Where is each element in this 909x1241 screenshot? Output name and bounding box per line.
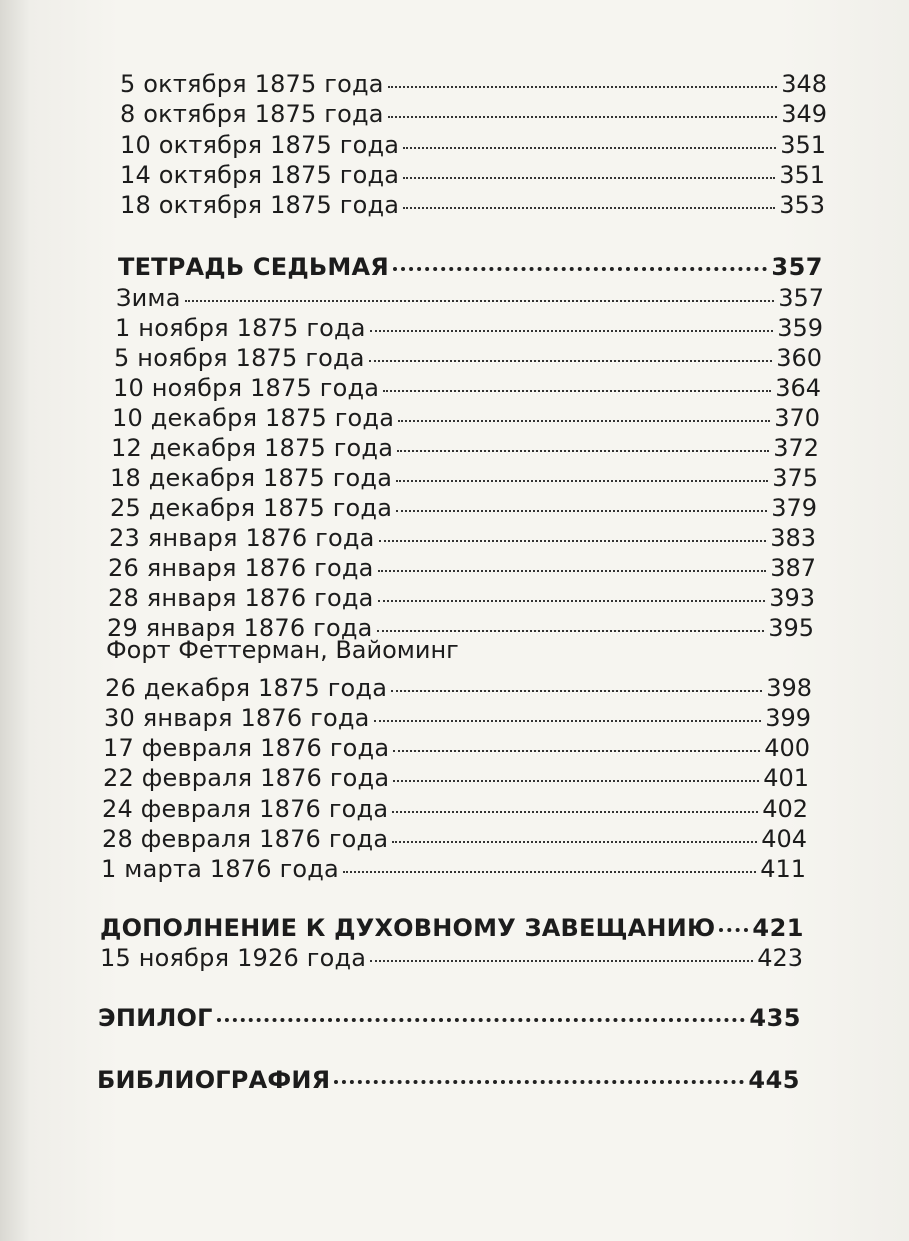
toc-row — [100, 944, 803, 974]
leader-dots — [392, 811, 758, 813]
toc-entry-page: 349 — [781, 100, 827, 128]
toc-entry-label: 18 декабря 1875 года — [110, 464, 393, 492]
leader-dots — [334, 1080, 744, 1084]
toc-section-row — [118, 253, 823, 283]
section-title: ЭПИЛОГ — [98, 1004, 213, 1032]
toc-entry-page: 348 — [781, 70, 827, 98]
toc-row — [113, 374, 821, 404]
leader-dots — [377, 630, 765, 632]
toc-row — [103, 764, 809, 794]
leader-dots — [403, 147, 776, 149]
section-page: 435 — [749, 1004, 801, 1032]
toc-entry-page: 357 — [778, 284, 824, 312]
toc-entry-label: 22 февраля 1876 года — [103, 764, 390, 792]
toc-row — [120, 131, 826, 161]
toc-row — [103, 734, 810, 764]
toc-entry-label: 10 декабря 1875 года — [112, 404, 395, 432]
toc-entry-page: 372 — [773, 434, 819, 462]
toc-entry-page: 379 — [771, 494, 817, 522]
leader-dots — [396, 510, 767, 512]
leader-dots — [217, 1018, 746, 1022]
toc-entry-page: 401 — [763, 764, 809, 792]
toc-entry-label: 10 ноября 1875 года — [113, 374, 380, 402]
toc-entry-label: 28 января 1876 года — [108, 584, 374, 612]
toc-entry-label: 24 февраля 1876 года — [102, 795, 389, 823]
leader-dots — [185, 300, 775, 302]
leader-dots — [398, 420, 770, 422]
leader-dots — [391, 690, 762, 692]
toc-entry-page: 375 — [772, 464, 818, 492]
toc-row — [109, 524, 816, 554]
leader-dots — [403, 177, 775, 179]
toc-entry-page: 351 — [780, 131, 826, 159]
toc-row — [114, 344, 822, 374]
toc-entry-label: 25 декабря 1875 года — [110, 494, 393, 522]
toc-row — [112, 404, 820, 434]
toc-row — [108, 584, 815, 614]
toc-entry-page: 400 — [764, 734, 810, 762]
toc-entry-label: 5 октября 1875 года — [120, 70, 384, 98]
toc-entry-page: 359 — [777, 314, 823, 342]
toc-entry-page: 351 — [779, 161, 825, 189]
leader-dots — [392, 841, 757, 843]
toc-section-row — [100, 914, 804, 944]
section-page: 445 — [748, 1066, 800, 1094]
toc-entry-page: 395 — [768, 614, 814, 642]
toc-row — [120, 100, 827, 130]
toc-row — [111, 434, 819, 464]
leader-dots — [388, 116, 777, 118]
toc-entry-label: 28 февраля 1876 года — [102, 825, 389, 853]
toc-entry-page: 423 — [757, 944, 803, 972]
subsection-heading: Форт Феттерман, Вайоминг — [106, 636, 459, 664]
toc-entry-label: 23 января 1876 года — [109, 524, 375, 552]
leader-dots — [383, 390, 771, 392]
leader-dots — [397, 450, 769, 452]
toc-entry-label: 8 октября 1875 года — [120, 100, 384, 128]
toc-entry-label: 26 декабря 1875 года — [105, 674, 388, 702]
section-title: ТЕТРАДЬ СЕДЬМАЯ — [118, 253, 389, 281]
toc-row — [105, 674, 812, 704]
toc-entry-label: 18 октября 1875 года — [120, 191, 400, 219]
toc-row — [101, 855, 806, 885]
toc-section-row — [97, 1066, 800, 1096]
toc-row — [102, 795, 808, 825]
toc-entry-page: 393 — [769, 584, 815, 612]
toc-entry-label: Зима — [116, 284, 181, 312]
leader-dots — [393, 750, 760, 752]
leader-dots — [719, 928, 748, 932]
toc-entry-page: 399 — [765, 704, 811, 732]
toc-entry-page: 364 — [775, 374, 821, 402]
toc-entry-label: 15 ноября 1926 года — [100, 944, 367, 972]
toc-entry-label: 14 октября 1875 года — [120, 161, 400, 189]
toc-entry-page: 353 — [779, 191, 825, 219]
toc-row — [104, 704, 811, 734]
toc-row — [120, 191, 825, 221]
leader-dots — [379, 540, 767, 542]
toc-row — [102, 825, 807, 855]
toc-entry-page: 383 — [770, 524, 816, 552]
leader-dots — [378, 570, 767, 572]
toc-entry-page: 370 — [774, 404, 820, 432]
toc-entry-label: 26 января 1876 года — [108, 554, 374, 582]
toc-entry-label: 1 марта 1876 года — [101, 855, 339, 883]
toc-entry-page: 398 — [766, 674, 812, 702]
section-page: 421 — [752, 914, 804, 942]
toc-section-row — [98, 1004, 801, 1034]
leader-dots — [403, 207, 775, 209]
leader-dots — [378, 600, 766, 602]
section-page: 357 — [771, 253, 823, 281]
toc-entry-page: 387 — [770, 554, 816, 582]
toc-entry-page: 411 — [760, 855, 806, 883]
toc-row — [120, 70, 827, 100]
toc-entry-label: 5 ноября 1875 года — [114, 344, 365, 372]
toc-entry-page: 404 — [761, 825, 807, 853]
toc-row — [116, 284, 824, 314]
toc-entry-page: 402 — [762, 795, 808, 823]
toc-entry-label: 10 октября 1875 года — [120, 131, 400, 159]
toc-row — [110, 464, 818, 494]
toc-row — [108, 554, 816, 584]
toc-entry-label: 29 января 1876 года — [107, 614, 373, 642]
toc-row — [120, 161, 825, 191]
leader-dots — [388, 86, 777, 88]
toc-row — [115, 314, 823, 344]
section-title: БИБЛИОГРАФИЯ — [97, 1066, 331, 1094]
toc-entry-label: 1 ноября 1875 года — [115, 314, 366, 342]
toc-entry-label: 30 января 1876 года — [104, 704, 370, 732]
leader-dots — [343, 871, 756, 873]
toc-entry-page: 360 — [776, 344, 822, 372]
section-title: ДОПОЛНЕНИЕ К ДУХОВНОМУ ЗАВЕЩАНИЮ — [100, 914, 716, 942]
leader-dots — [393, 780, 759, 782]
toc-row — [110, 494, 817, 524]
leader-dots — [370, 330, 773, 332]
leader-dots — [396, 480, 768, 482]
toc-entry-label: 12 декабря 1875 года — [111, 434, 394, 462]
toc-entry-label: 17 февраля 1876 года — [103, 734, 390, 762]
leader-dots — [393, 267, 767, 271]
leader-dots — [369, 360, 772, 362]
leader-dots — [370, 960, 753, 962]
leader-dots — [374, 720, 762, 722]
